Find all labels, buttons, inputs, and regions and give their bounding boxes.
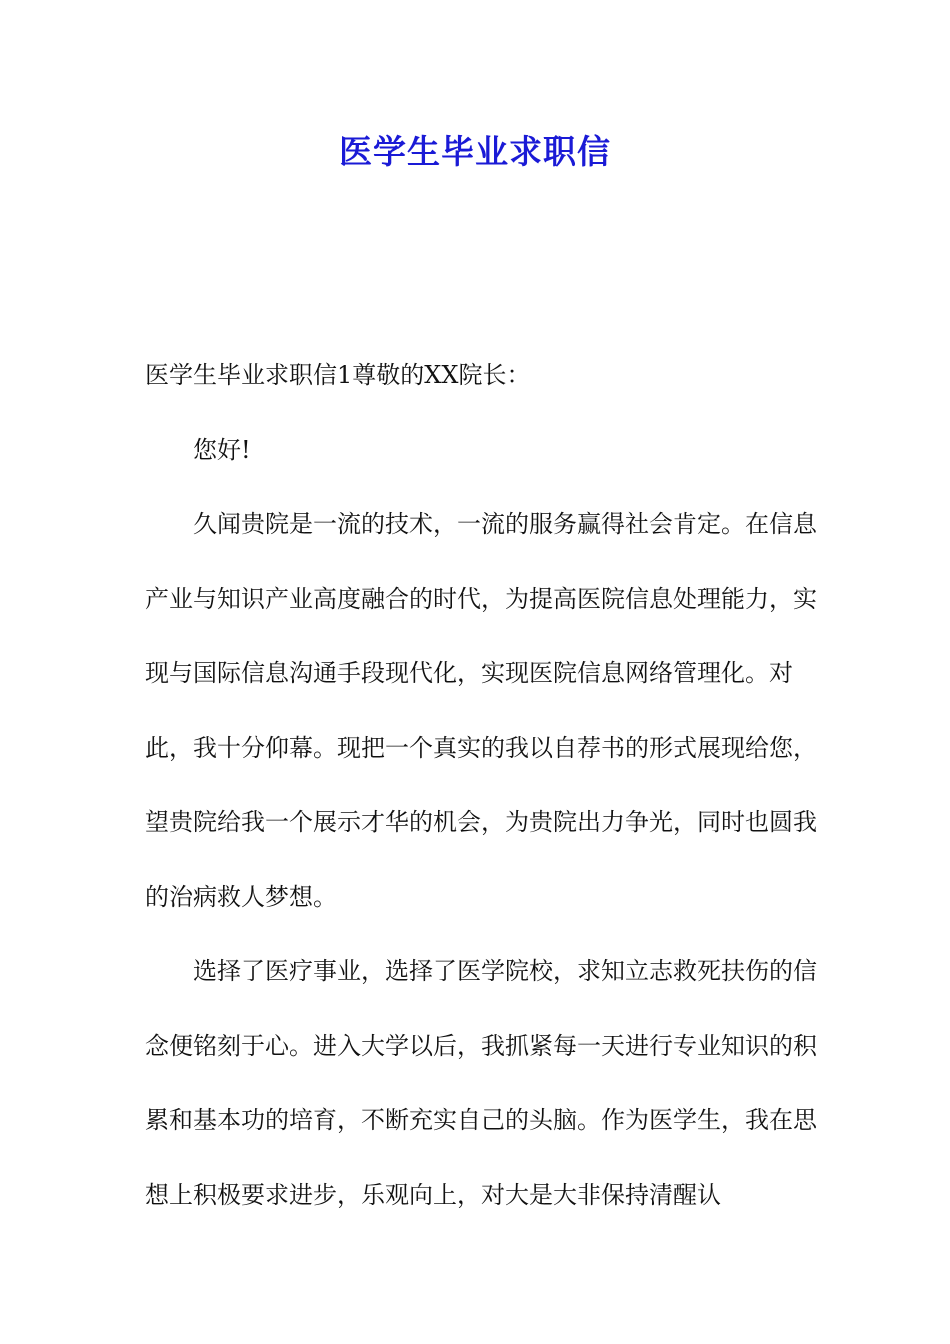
paragraph-2: 选择了医疗事业，选择了医学院校，求知立志救死扶伤的信念便铭刻于心。进入大学以后，我抓紧每一天进行专业知识的积累和基本功的培育，不断充实自己的头脑。作为医学生，我在思想上积极要求进步，乐观向上，对大是大非保持清醒认 xyxy=(145,957,817,1209)
document-body xyxy=(145,338,825,1232)
letter-greeting: 您好! xyxy=(193,435,251,464)
document-title: 医学生毕业求职信 xyxy=(339,132,611,171)
paragraph-1: 久闻贵院是一流的技术，一流的服务赢得社会肯定。在信息产业与知识产业高度融合的时代，为提高医院信息处理能力，实现与国际信息沟通手段现代化，实现医院信息网络管理化。对此，我十分仰幕。现把一个真实的我以自荐书的形式展现给您，望贵院给我一个展示才华的机会，为贵院出力争光，同时也圆我的治病救人梦想。 xyxy=(145,510,817,911)
letter-opening: 医学生毕业求职信1尊敬的XX院长： xyxy=(145,361,531,389)
